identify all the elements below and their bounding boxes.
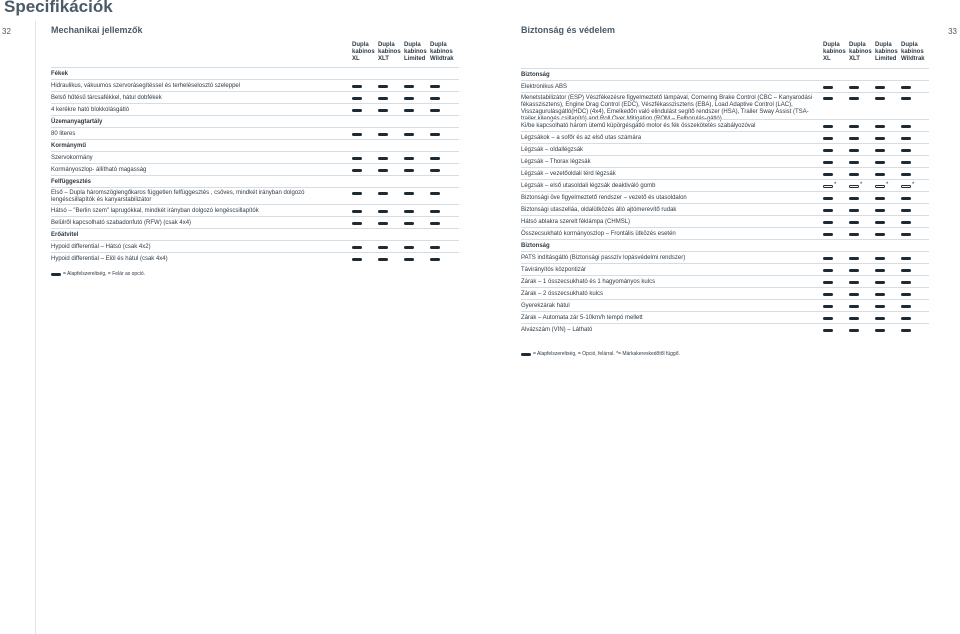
asterisk-icon: * xyxy=(886,182,889,188)
standard-mark-icon xyxy=(823,317,833,320)
left-column-header: Dupla kabinos XL xyxy=(352,42,375,62)
standard-mark-icon xyxy=(875,257,885,260)
row-label: Hypoid differential – Hátsó (csak 4x2) xyxy=(51,244,151,250)
row-label: 4 kerékre ható blokkolásgátló xyxy=(51,107,130,113)
standard-mark-icon xyxy=(849,149,859,152)
table-row xyxy=(521,323,929,336)
standard-mark-icon xyxy=(849,221,859,224)
standard-mark-icon xyxy=(352,157,362,160)
standard-mark-icon xyxy=(823,197,833,200)
standard-mark-icon xyxy=(352,97,362,100)
standard-mark-icon xyxy=(823,125,833,128)
standard-mark-icon xyxy=(901,329,911,332)
standard-mark-icon xyxy=(901,161,911,164)
row-label: Légzsák – oldallégzsák xyxy=(521,147,584,153)
standard-mark-icon xyxy=(849,86,859,89)
row-label: Hátsó ablakra szerelt féklámpa (CHMSL) xyxy=(521,219,631,225)
standard-mark-icon xyxy=(378,85,388,88)
standard-mark-icon xyxy=(849,293,859,296)
standard-mark-icon xyxy=(378,246,388,249)
standard-mark-icon xyxy=(823,257,833,260)
standard-mark-icon xyxy=(901,281,911,284)
standard-mark-icon xyxy=(875,137,885,140)
row-label: Zárak – 2 összecsukható kulcs xyxy=(521,291,604,297)
standard-mark-icon xyxy=(378,192,388,195)
standard-mark-icon xyxy=(430,210,440,213)
row-label: Zárak – 1 összecsukható és 1 hagyományos kulcs xyxy=(521,279,656,285)
standard-mark-icon xyxy=(378,222,388,225)
standard-mark-icon xyxy=(430,222,440,225)
standard-mark-icon xyxy=(823,173,833,176)
standard-mark-icon xyxy=(430,192,440,195)
standard-mark-icon xyxy=(404,169,414,172)
standard-mark-icon xyxy=(875,269,885,272)
standard-mark-icon xyxy=(823,221,833,224)
left-spec-table xyxy=(51,67,459,282)
row-label: Ki/be kapcsolható három ütemű küpörgésgátló motor és fék összekötetés szabályozóval xyxy=(521,123,756,129)
row-label: Összecsukható kormányoszlop – Frontális ütközés esetén xyxy=(521,231,676,237)
standard-mark-icon xyxy=(849,161,859,164)
standard-mark-icon xyxy=(430,258,440,261)
optional-mark-icon xyxy=(901,185,911,188)
optional-mark-icon xyxy=(823,185,833,188)
standard-mark-icon xyxy=(849,137,859,140)
table-row xyxy=(51,252,459,265)
standard-mark-icon xyxy=(823,329,833,332)
standard-mark-icon xyxy=(849,125,859,128)
right-section-title: Biztonság és védelem xyxy=(521,25,616,35)
page-title: Specifikációk xyxy=(4,0,113,16)
standard-mark-icon xyxy=(901,305,911,308)
standard-mark-icon xyxy=(352,258,362,261)
standard-mark-icon xyxy=(404,222,414,225)
standard-mark-icon xyxy=(875,209,885,212)
left-column-header: Dupla kabinos Limited xyxy=(404,42,427,62)
standard-mark-icon xyxy=(875,293,885,296)
asterisk-icon: * xyxy=(834,182,837,188)
standard-mark-icon xyxy=(901,149,911,152)
standard-mark-icon xyxy=(901,125,911,128)
standard-mark-icon xyxy=(849,173,859,176)
right-column-header: Dupla kabinos XLT xyxy=(849,42,872,62)
left-column-header: Dupla kabinos Wildtrak xyxy=(430,42,454,62)
left-section-title: Mechanikai jellemzők xyxy=(51,25,143,35)
standard-mark-icon xyxy=(849,209,859,212)
row-label: Elektronikus ABS xyxy=(521,84,568,90)
standard-mark-icon xyxy=(823,161,833,164)
standard-mark-icon xyxy=(404,157,414,160)
standard-mark-icon xyxy=(849,197,859,200)
right-column-header: Dupla kabinos Limited xyxy=(875,42,898,62)
standard-mark-icon xyxy=(430,109,440,112)
category-label: Üzemanyagtartály xyxy=(51,119,103,125)
standard-mark-icon xyxy=(430,85,440,88)
standard-mark-icon xyxy=(430,133,440,136)
standard-mark-icon xyxy=(823,305,833,308)
right-column-header: Dupla kabinos XL xyxy=(823,42,846,62)
standard-mark-icon xyxy=(901,173,911,176)
standard-mark-icon xyxy=(823,149,833,152)
standard-mark-icon xyxy=(378,97,388,100)
standard-mark-icon xyxy=(404,210,414,213)
category-label: Biztonság xyxy=(521,72,550,78)
right-legend-text: = Alapfelszereltség, = Opció, felárral. *= Márkakereskedőtől függő. xyxy=(533,351,680,357)
row-label: 80 literes xyxy=(51,131,76,137)
standard-mark-icon xyxy=(875,149,885,152)
category-label: Fékek xyxy=(51,71,69,77)
row-label: Távirányítós központizár xyxy=(521,267,587,273)
standard-mark-icon xyxy=(352,192,362,195)
standard-mark-icon xyxy=(849,317,859,320)
left-legend-text: = Alapfelszereltség, = Felár as opció. xyxy=(63,271,145,277)
category-label: Erőátvitel xyxy=(51,232,79,238)
standard-mark-icon xyxy=(378,133,388,136)
page-number-left: 32 xyxy=(2,27,11,36)
right-column-header: Dupla kabinos Wildtrak xyxy=(901,42,925,62)
standard-mark-icon xyxy=(352,210,362,213)
standard-mark-icon xyxy=(51,273,61,276)
standard-mark-icon xyxy=(823,209,833,212)
row-label: Légzsák – vezetőoldali térd légzsák xyxy=(521,171,616,177)
standard-mark-icon xyxy=(901,269,911,272)
standard-mark-icon xyxy=(875,281,885,284)
standard-mark-icon xyxy=(823,281,833,284)
standard-mark-icon xyxy=(352,222,362,225)
category-label: Kormánymű xyxy=(51,143,87,149)
standard-mark-icon xyxy=(378,169,388,172)
page-number-right: 33 xyxy=(948,27,957,36)
standard-mark-icon xyxy=(378,258,388,261)
standard-mark-icon xyxy=(823,233,833,236)
standard-mark-icon xyxy=(901,257,911,260)
standard-mark-icon xyxy=(404,133,414,136)
asterisk-icon: * xyxy=(860,182,863,188)
row-label: Hypoid differential – Elöl és hátul (csak 4x4) xyxy=(51,256,168,262)
standard-mark-icon xyxy=(823,137,833,140)
standard-mark-icon xyxy=(430,246,440,249)
row-label: Szervokormány xyxy=(51,155,93,161)
standard-mark-icon xyxy=(823,97,833,100)
standard-mark-icon xyxy=(823,269,833,272)
standard-mark-icon xyxy=(352,133,362,136)
standard-mark-icon xyxy=(352,109,362,112)
standard-mark-icon xyxy=(901,233,911,236)
row-label: Első – Dupla háromszöglengőkaros független felfüggesztés , csöves, mindkét irányban dolgozó lengéscsillapítók és kanyarstabilizátor xyxy=(51,190,305,203)
standard-mark-icon xyxy=(378,109,388,112)
category-label: Felfüggesztés xyxy=(51,179,92,185)
asterisk-icon: * xyxy=(912,182,915,188)
standard-mark-icon xyxy=(901,137,911,140)
standard-mark-icon xyxy=(901,197,911,200)
optional-mark-icon xyxy=(849,185,859,188)
right-spec-table xyxy=(521,68,929,348)
category-label: Biztonság xyxy=(521,243,550,249)
standard-mark-icon xyxy=(849,269,859,272)
standard-mark-icon xyxy=(823,293,833,296)
standard-mark-icon xyxy=(352,85,362,88)
standard-mark-icon xyxy=(901,97,911,100)
standard-mark-icon xyxy=(875,125,885,128)
row-label: Belülről kapcsolható szabadonfutó (RFW) (csak 4x4) xyxy=(51,220,192,226)
standard-mark-icon xyxy=(901,317,911,320)
left-column-header: Dupla kabinos XLT xyxy=(378,42,401,62)
standard-mark-icon xyxy=(901,86,911,89)
row-label: Légzsákok – a sofőr és az első utas számára xyxy=(521,135,642,141)
standard-mark-icon xyxy=(430,169,440,172)
standard-mark-icon xyxy=(849,257,859,260)
standard-mark-icon xyxy=(352,169,362,172)
standard-mark-icon xyxy=(875,317,885,320)
standard-mark-icon xyxy=(430,157,440,160)
row-label: Belső hűtésű tárcsafékkel, hátul dobfékek xyxy=(51,95,162,101)
standard-mark-icon xyxy=(404,97,414,100)
standard-mark-icon xyxy=(404,258,414,261)
standard-mark-icon xyxy=(875,221,885,224)
standard-mark-icon xyxy=(875,161,885,164)
standard-mark-icon xyxy=(352,246,362,249)
standard-mark-icon xyxy=(875,97,885,100)
standard-mark-icon xyxy=(875,86,885,89)
standard-mark-icon xyxy=(875,233,885,236)
standard-mark-icon xyxy=(849,329,859,332)
row-label: PATS indításgátló (Biztonsági passzív lopásvédelmi rendszer) xyxy=(521,255,686,261)
standard-mark-icon xyxy=(404,109,414,112)
standard-mark-icon xyxy=(875,329,885,332)
row-label: Menetstabilizátor (ESP) Vészfékezésre figyelmeztető lámpával, Cornering Brake Control (CBC – Kanyarodási fékasszisztens), Engine Drag Control (EDC), Vészfékasszisztens (EBA), Load Adaptive Control (LAC), Visszagurulásgátló(HDC) (4x4), Emelkedőn való elindulást segítő rendszer (HSA), Trailer Sway Assist (TSA-trailer kilengés csillapító) and Roll Over Mitigation (ROM – Felborulás-gátló). xyxy=(521,95,813,122)
row-label: Gyerekzárak hátul xyxy=(521,303,570,309)
standard-mark-icon xyxy=(875,305,885,308)
standard-mark-icon xyxy=(875,197,885,200)
standard-mark-icon xyxy=(901,221,911,224)
optional-mark-icon xyxy=(875,185,885,188)
standard-mark-icon xyxy=(378,210,388,213)
standard-mark-icon xyxy=(521,353,531,356)
standard-mark-icon xyxy=(849,97,859,100)
row-label: Alvázszám (VIN) – Látható xyxy=(521,327,593,333)
row-label: Zárak – Automata zár 5-10km/h tempó mellett xyxy=(521,315,643,321)
table-row xyxy=(51,187,459,205)
row-label: Légzsák – első utasoldali légzsák deaktiváló gomb xyxy=(521,183,656,189)
row-label: Kormányoszlop- állítható magasság xyxy=(51,167,147,173)
standard-mark-icon xyxy=(901,209,911,212)
row-label: Biztonsági öve figyelmeztető rendszer – vezető és utasoldalon xyxy=(521,195,687,201)
margin-divider xyxy=(35,21,36,634)
standard-mark-icon xyxy=(849,281,859,284)
standard-mark-icon xyxy=(378,157,388,160)
left-legend xyxy=(51,271,145,277)
standard-mark-icon xyxy=(404,85,414,88)
standard-mark-icon xyxy=(430,97,440,100)
row-label: Hátsó – "Berlin szem" laprugókkal, mindkét irányban dolgozó lengéscsillapítók xyxy=(51,208,259,214)
standard-mark-icon xyxy=(404,192,414,195)
row-label: Hidraulikus, vákuumos szervorásegítéssel és terheléselosztó szeleppel xyxy=(51,83,241,89)
right-legend xyxy=(521,351,680,357)
standard-mark-icon xyxy=(849,305,859,308)
row-label: Légzsák – Thorax légzsák xyxy=(521,159,591,165)
standard-mark-icon xyxy=(823,86,833,89)
standard-mark-icon xyxy=(901,293,911,296)
table-row xyxy=(521,92,929,120)
row-label: Biztonsági utaszelláa, oldalütközés álló ajtómerevítő rudak xyxy=(521,207,677,213)
standard-mark-icon xyxy=(849,233,859,236)
standard-mark-icon xyxy=(875,173,885,176)
standard-mark-icon xyxy=(404,246,414,249)
